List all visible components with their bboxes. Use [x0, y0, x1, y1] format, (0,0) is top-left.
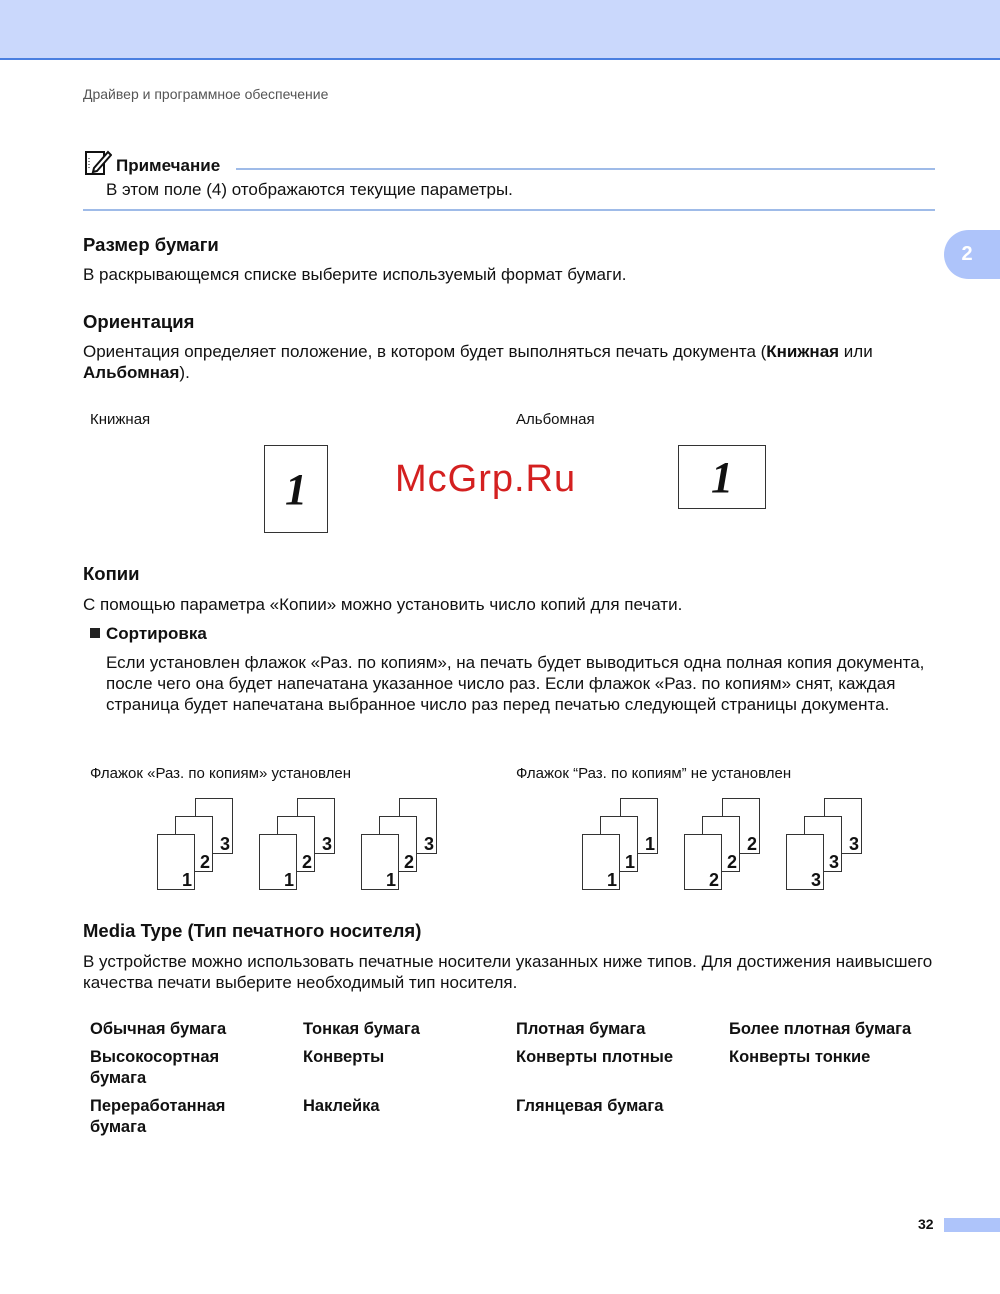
landscape-sheet: 1 — [678, 445, 766, 509]
note-title: Примечание — [116, 156, 221, 175]
page-number: 32 — [918, 1216, 934, 1232]
page-number-label: 3 — [848, 834, 859, 854]
landscape-label: Альбомная — [516, 411, 595, 428]
media-type-item: Более плотная бумага — [729, 1020, 912, 1038]
page-number-label: 1 — [283, 870, 294, 890]
page-number-label: 3 — [810, 870, 821, 890]
page-number-label: 3 — [219, 834, 230, 854]
media-type-item: Конверты — [303, 1048, 385, 1066]
media-type-item: Конверты плотные — [516, 1048, 674, 1066]
page-number-label: 2 — [746, 834, 757, 854]
page-stack — [259, 798, 339, 893]
page-number-label: 3 — [828, 852, 839, 872]
page-sheet — [157, 834, 195, 890]
page-number-label: 1 — [644, 834, 655, 854]
media-type-heading: Media Type (Тип печатного носителя) — [83, 920, 422, 941]
note-text: В этом поле (4) отображаются текущие параметры. — [106, 180, 513, 199]
collate-title: Сортировка — [106, 624, 207, 643]
page-sheet — [684, 834, 722, 890]
page-sheet — [786, 834, 824, 890]
running-title: Драйвер и программное обеспечение — [83, 86, 329, 102]
portrait-sheet: 1 — [264, 445, 328, 533]
bullet — [90, 628, 100, 638]
media-type-item: Переработанная бумага — [90, 1097, 226, 1136]
note-pencil-icon — [84, 148, 112, 176]
page-number-label: 1 — [624, 852, 635, 872]
page-number-label: 3 — [423, 834, 434, 854]
uncollated-label: Флажок “Раз. по копиям” не установлен — [516, 765, 792, 782]
page-stack — [582, 798, 662, 893]
collate-text: Если установлен флажок «Раз. по копиям», на печать будет выводиться одна полная копия документа, после чего она будет напечатана указанное число раз. Если флажок «Раз. по копиям» снят, каждая страница будет напечатана выбранное число раз перед печатью следующей страницы документа. — [106, 653, 925, 714]
watermark: McGrp.Ru — [395, 458, 577, 500]
page-number-label: 2 — [726, 852, 737, 872]
note-divider — [236, 168, 935, 170]
page-stack — [684, 798, 764, 893]
page-sheet — [361, 834, 399, 890]
media-type-item: Наклейка — [303, 1097, 380, 1115]
paper-size-text: В раскрывающемся списке выберите используемый формат бумаги. — [83, 265, 627, 284]
media-type-item: Тонкая бумага — [303, 1020, 420, 1038]
page-stack — [361, 798, 441, 893]
page-stack — [157, 798, 237, 893]
note-divider-bottom — [83, 209, 935, 211]
page-number-label: 1 — [181, 870, 192, 890]
media-type-item: Обычная бумага — [90, 1020, 227, 1038]
paper-size-heading: Размер бумаги — [83, 234, 219, 255]
page-number-label: 2 — [301, 852, 312, 872]
page-number-label: 3 — [321, 834, 332, 854]
media-type-text: В устройстве можно использовать печатные носители указанных ниже типов. Для достижения наивысшего качества печати выберите необходимый тип носителя. — [83, 952, 933, 992]
page-number-label: 2 — [403, 852, 414, 872]
page-number-label: 2 — [708, 870, 719, 890]
collated-label: Флажок «Раз. по копиям» установлен — [90, 765, 351, 782]
page-sheet — [582, 834, 620, 890]
media-type-item: Глянцевая бумага — [516, 1097, 664, 1115]
chapter-tab: 2 — [944, 230, 1000, 279]
media-type-item: Высокосортная бумага — [90, 1048, 220, 1087]
header-band — [0, 0, 1000, 60]
media-type-item: Плотная бумага — [516, 1020, 646, 1038]
page-stack — [786, 798, 866, 893]
page-number-label: 2 — [199, 852, 210, 872]
page-sheet — [259, 834, 297, 890]
orientation-heading: Ориентация — [83, 311, 195, 332]
media-type-item: Конверты тонкие — [729, 1048, 871, 1066]
portrait-label: Книжная — [90, 411, 151, 428]
footer-band — [944, 1218, 1000, 1232]
page-number-label: 1 — [606, 870, 617, 890]
copies-heading: Копии — [83, 563, 140, 584]
page-number-label: 1 — [385, 870, 396, 890]
orientation-text: Ориентация определяет положение, в котором будет выполняться печать документа (Книжная или Альбомная). — [83, 342, 873, 382]
copies-text: С помощью параметра «Копии» можно установить число копий для печати. — [83, 595, 683, 614]
